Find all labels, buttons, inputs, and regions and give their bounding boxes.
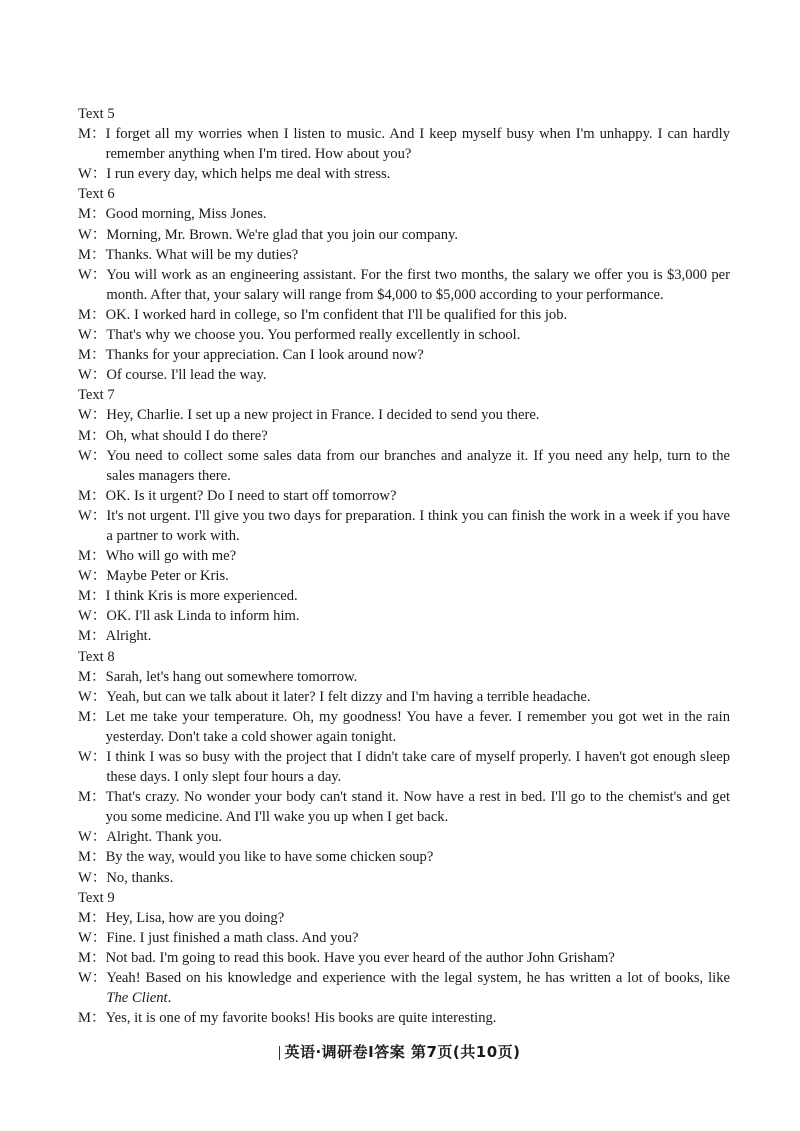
dialogue-line [78, 426, 730, 446]
book-title: The Client [106, 990, 168, 1007]
utterance-text [106, 225, 730, 245]
utterance-main: Alright. [105, 628, 152, 645]
speaker-label: W： [78, 507, 107, 524]
dialogue-line [78, 225, 730, 245]
speaker-label: M： [78, 588, 106, 605]
speaker-label: W： [78, 568, 107, 585]
utterance-tail: . [167, 990, 172, 1007]
speaker-label: M： [78, 427, 106, 444]
utterance-main: Fine. I just finished a math class. And you? [106, 929, 359, 946]
utterance-main: That's crazy. No wonder your body can't stand it. Now have a rest in bed. I'll go to the chemist's and get you some medicine. And I'll wake you up when I get back. [105, 789, 730, 826]
utterance-text [106, 245, 730, 265]
utterance-main: Yes, it is one of my favorite books! His books are quite interesting. [105, 1010, 497, 1027]
dialogue-line [78, 486, 730, 506]
speaker-label: M： [78, 708, 106, 725]
dialogue-line [78, 626, 730, 646]
speaker-label: W： [78, 407, 107, 424]
speaker-label: W： [78, 367, 107, 384]
dialogue-line [78, 245, 730, 265]
dialogue-line [78, 204, 730, 224]
utterance-main: Sarah, let's hang out somewhere tomorrow. [105, 668, 358, 685]
utterance-main: Morning, Mr. Brown. We're glad that you join our company. [106, 226, 459, 243]
dialogue-line [78, 827, 730, 847]
speaker-label: M： [78, 246, 106, 263]
utterance-text [106, 325, 730, 345]
utterance-main: By the way, would you like to have some chicken soup? [105, 849, 434, 866]
dialogue-line [78, 506, 730, 546]
utterance-main: OK. I'll ask Linda to inform him. [106, 608, 300, 625]
dialogue-line [78, 948, 730, 968]
utterance-text [106, 928, 730, 948]
utterance-text [106, 204, 730, 224]
utterance-text [106, 566, 730, 586]
utterance-main: That's why we choose you. You performed really excellently in school. [106, 327, 521, 344]
speaker-label: W： [78, 970, 107, 987]
utterance-text [106, 446, 730, 486]
speaker-label: W： [78, 166, 107, 183]
section-title: Text 7 [78, 387, 115, 404]
speaker-label: W： [78, 608, 107, 625]
utterance-text [106, 124, 730, 164]
dialogue-line [78, 1008, 730, 1028]
utterance-text [106, 747, 730, 787]
section-title: Text 5 [78, 106, 115, 122]
utterance-main: Not bad. I'm going to read this book. Have you ever heard of the author John Grisham? [105, 949, 615, 966]
utterance-main: You need to collect some sales data from our branches and analyze it. If you need any help, turn to the sales managers there. [106, 447, 730, 484]
section-title: Text 6 [78, 186, 115, 203]
speaker-label: W： [78, 829, 107, 846]
speaker-label: M： [78, 1010, 106, 1027]
utterance-main: Thanks for your appreciation. Can I look around now? [105, 347, 424, 364]
speaker-label: M： [78, 126, 106, 143]
utterance-text [106, 908, 730, 928]
utterance-text [106, 405, 730, 425]
footer-tick-mark [279, 1046, 280, 1060]
utterance-text [106, 868, 730, 888]
utterance-text [106, 606, 730, 626]
speaker-label: W： [78, 447, 107, 464]
utterance-text [106, 827, 730, 847]
utterance-main: I run every day, which helps me deal with stress. [106, 166, 391, 183]
speaker-label: M： [78, 206, 106, 223]
dialogue-line [78, 305, 730, 325]
speaker-label: W： [78, 266, 107, 283]
dialogue-line [78, 787, 730, 827]
dialogue-line [78, 908, 730, 928]
utterance-main: Maybe Peter or Kris. [106, 568, 229, 585]
dialogue-line [78, 606, 730, 626]
utterance-text [106, 365, 730, 385]
dialogue-line [78, 345, 730, 365]
utterance-text [106, 626, 730, 646]
utterance-text [106, 667, 730, 687]
utterance-text [106, 486, 730, 506]
utterance-text [106, 164, 730, 184]
utterance-main: I forget all my worries when I listen to music. And I keep myself busy when I'm unhappy. I can hardly remember anything when I'm tired. How about you? [105, 126, 730, 163]
speaker-label: W： [78, 327, 107, 344]
utterance-main: You will work as an engineering assistant. For the first two months, the salary we offer you is $3,000 per month. After that, your salary will range from $4,000 to $5,000 according to your performance. [106, 266, 730, 303]
dialogue-line [78, 928, 730, 948]
utterance-main: Who will go with me? [105, 548, 237, 565]
dialogue-line [78, 164, 730, 184]
dialogue-line [78, 868, 730, 888]
dialogue-line [78, 566, 730, 586]
utterance-text [106, 968, 730, 1008]
dialogue-line [78, 687, 730, 707]
utterance-text [106, 546, 730, 566]
utterance-main: Thanks. What will be my duties? [105, 246, 299, 263]
utterance-main: Alright. Thank you. [106, 829, 223, 846]
utterance-main: I think Kris is more experienced. [105, 588, 298, 605]
speaker-label: W： [78, 749, 107, 765]
dialogue-line [78, 365, 730, 385]
utterance-text [106, 305, 730, 325]
utterance-text [106, 265, 730, 305]
utterance-main: I think I was so busy with the project that I didn't take care of myself properly. I haven't got enough sleep these days. I only slept four hours a day. [106, 749, 730, 786]
dialogue-line [78, 586, 730, 606]
utterance-main: OK. Is it urgent? Do I need to start off tomorrow? [105, 487, 397, 504]
utterance-text [106, 426, 730, 446]
utterance-main: Of course. I'll lead the way. [106, 367, 267, 384]
utterance-text [106, 687, 730, 707]
dialogue-line [78, 325, 730, 345]
section-title: Text 9 [78, 889, 115, 906]
dialogue-line [78, 847, 730, 867]
speaker-label: M： [78, 849, 106, 866]
dialogue-line [78, 667, 730, 687]
speaker-label: M： [78, 347, 106, 364]
utterance-main: Good morning, Miss Jones. [105, 206, 267, 223]
dialogue-line [78, 546, 730, 566]
utterance-text [106, 847, 730, 867]
utterance-text [106, 506, 730, 546]
utterance-text [106, 586, 730, 606]
speaker-label: M： [78, 548, 106, 565]
transcript-body [78, 104, 730, 1028]
speaker-label: M： [78, 949, 106, 966]
speaker-label: W： [78, 226, 107, 243]
speaker-label: M： [78, 306, 106, 323]
utterance-main: Yeah! Based on his knowledge and experience with the legal system, he has written a lot of books, like [106, 970, 730, 987]
utterance-text [106, 1008, 730, 1028]
dialogue-line [78, 405, 730, 425]
utterance-main: Hey, Lisa, how are you doing? [105, 909, 285, 926]
utterance-main: Let me take your temperature. Oh, my goodness! You have a fever. I remember you got wet in the rain yesterday. Don't take a cold shower again tonight. [105, 708, 730, 745]
dialogue-line [78, 446, 730, 486]
speaker-label: M： [78, 789, 106, 806]
footer-text: 英语·调研卷Ⅰ答案 第7页(共10页) [284, 1043, 521, 1061]
dialogue-line [78, 747, 730, 787]
dialogue-line [78, 265, 730, 305]
utterance-text [106, 948, 730, 968]
utterance-main: Oh, what should I do there? [105, 427, 268, 444]
dialogue-line [78, 968, 730, 1008]
utterance-text [106, 787, 730, 827]
speaker-label: W： [78, 929, 107, 946]
speaker-label: W： [78, 869, 107, 886]
page-footer [0, 1041, 800, 1062]
utterance-main: OK. I worked hard in college, so I'm confident that I'll be qualified for this job. [105, 306, 568, 323]
speaker-label: M： [78, 628, 106, 645]
utterance-main: Hey, Charlie. I set up a new project in France. I decided to send you there. [106, 407, 540, 424]
speaker-label: M： [78, 668, 106, 685]
speaker-label: W： [78, 688, 107, 705]
utterance-main: No, thanks. [106, 869, 174, 886]
dialogue-line [78, 124, 730, 164]
speaker-label: M： [78, 909, 106, 926]
speaker-label: M： [78, 487, 106, 504]
utterance-text [106, 345, 730, 365]
utterance-main: It's not urgent. I'll give you two days for preparation. I think you can finish the work in a week if you have a partner to work with. [106, 507, 730, 544]
utterance-text [106, 707, 730, 747]
utterance-main: Yeah, but can we talk about it later? I felt dizzy and I'm having a terrible headache. [106, 688, 591, 705]
dialogue-line [78, 707, 730, 747]
section-title: Text 8 [78, 648, 115, 665]
